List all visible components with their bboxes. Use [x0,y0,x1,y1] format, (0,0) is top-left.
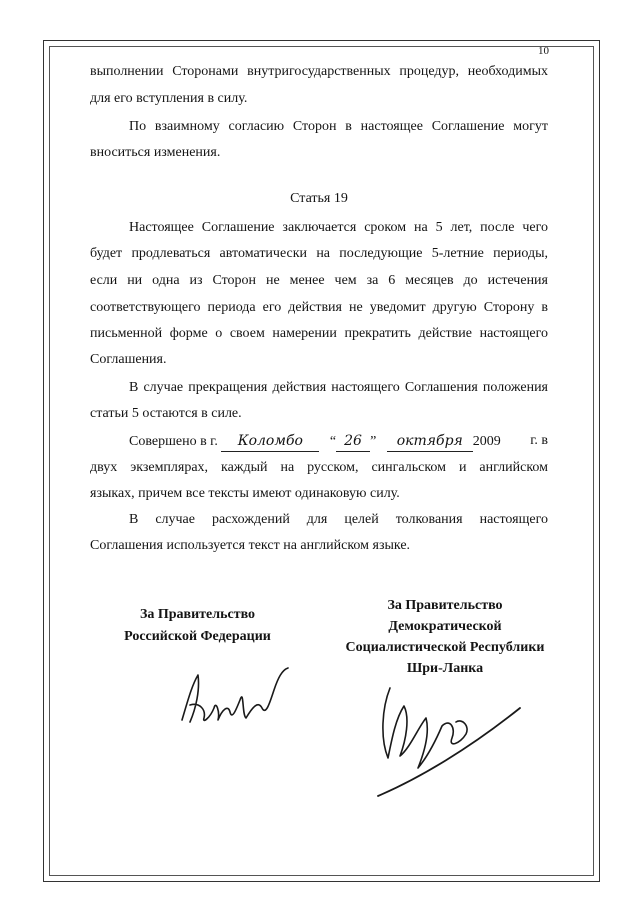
signatory-right-line: Шри-Ланка [406,661,484,676]
handwritten-month: октября [387,431,473,452]
paragraph-line: статьи 5 остаются в силе. [90,406,242,421]
paragraph-line: По взаимному согласию Сторон в настоящее Соглашение могут [129,119,548,134]
handwritten-day: 26 [336,431,370,452]
paragraph-line: будет продлеваться автоматически на последующие 5-летние периоды, [90,246,548,261]
signatory-left-line: За Правительство [139,607,256,622]
page-number: 10 [538,45,549,57]
paragraph-line: языках, причем все тексты имеют одинаковую силу. [90,486,400,501]
paragraph-line: для его вступления в силу. [90,91,248,106]
paragraph-line: если ни одна из Сторон не менее чем за 6 месяцев до истечения [90,273,548,288]
signature-left [170,660,300,735]
signatory-left-line: Российской Федерации [124,629,271,644]
paragraph-line: Настоящее Соглашение заключается сроком на 5 лет, после чего [129,220,548,235]
signature-right [370,678,530,803]
paragraph-line: В случае прекращения действия настоящего Соглашения положения [129,380,548,395]
signatory-right-line: Демократической [388,619,502,634]
paragraph-line: соответствующего периода его действия не уведомит другую Сторону в [90,300,548,315]
paragraph-line: Соглашения используется текст на английском языке. [90,538,411,553]
paragraph-line: двух экземплярах, каждый на русском, сингальском и английском [90,460,548,475]
signatory-right-line: Социалистической Республики [345,640,545,655]
paragraph-line: выполнении Сторонами внутригосударственных процедур, необходимых [90,64,548,79]
paragraph-line: вноситься изменения. [90,145,221,160]
date-line: Совершено в г. Коломбо “ 26 ” октября 2009 г. в [129,431,548,452]
paragraph-line: письменной форме о своем намерении прекратить действие настоящего [90,326,548,341]
paragraph-line: Соглашения. [90,352,167,367]
article-heading: Статья 19 [290,191,348,206]
paragraph-line: В случае расхождений для целей толкования настоящего [129,512,548,527]
handwritten-city: Коломбо [221,431,319,452]
date-line-suffix: г. в [530,433,548,448]
date-year: 2009 [472,434,501,449]
date-line-prefix: Совершено в г. [129,434,218,449]
signatory-right-line: За Правительство [387,598,503,613]
